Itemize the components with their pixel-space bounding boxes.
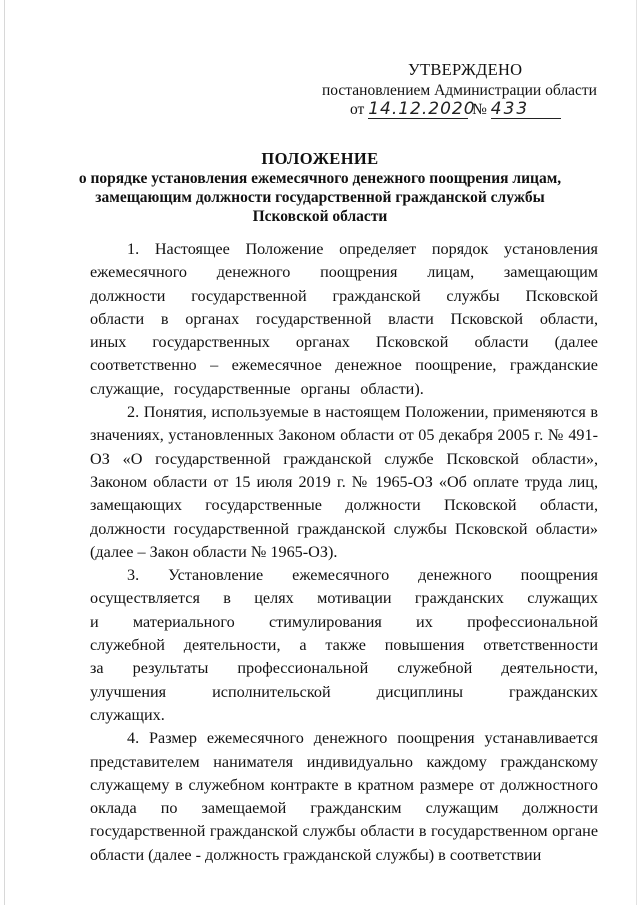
date-prefix: от	[350, 101, 365, 118]
title-line-4: Псковской области	[252, 208, 388, 225]
approval-issuer: постановлением Администрации области	[322, 82, 597, 99]
handwritten-number: 433	[491, 101, 561, 119]
title-line-1: ПОЛОЖЕНИЕ	[261, 149, 379, 168]
scan-edge-right	[636, 0, 637, 905]
handwritten-date: 14.12.2020	[368, 99, 476, 119]
title-line-3: замещающим должности государственной гражданской службы	[95, 189, 545, 206]
scan-edge-left	[4, 0, 5, 905]
approval-dateline	[350, 100, 561, 120]
approval-heading: УТВЕРЖДЕНО	[408, 60, 523, 79]
paragraph-3: 3. Установление ежемесячного денежного поощрения осуществляется в целях мотивации гражданских служащих и материального стимулирования их профессиональной служебной деятельности, а также повышения ответственности за результаты профессиональной служебной деятельности, улучшения исполнительской дисциплины гражданских служащих.	[90, 566, 598, 724]
paragraph-2: 2. Понятия, используемые в настоящем Положении, применяются в значениях, установленных Законом области от 05 декабря 2005 г. № 491-ОЗ «О государственной гражданской службе Псковской области», Законом области от 15 июля 2019 г. № 1965-ОЗ «Об оплате труда лиц, замещающих государственные должности Псковской области, должности государственной гражданской службы Псковской области» (далее – Закон области № 1965-ОЗ).	[90, 403, 598, 561]
number-sign: №	[472, 101, 487, 118]
document-title	[0, 149, 640, 226]
title-line-2: о порядке установления ежемесячного денежного поощрения лицам,	[78, 170, 562, 187]
paragraph-1: 1. Настоящее Положение определяет порядок установления ежемесячного денежного поощрения лицам, замещающим должности государственной гражданской службы Псковской области в органах государственной власти Псковской области, иных государственных органах Псковской области (далее соответственно – ежемесячное денежное поощрение, гражданские служащие, государственные органы области).	[90, 240, 598, 398]
document-body	[90, 238, 598, 867]
paragraph-4: 4. Размер ежемесячного денежного поощрения устанавливается представителем нанимателя индивидуально каждому гражданскому служащему в служебном контракте в кратном размере от должностного оклада по замещаемой гражданским служащим должности государственной гражданской службы области в государственном органе области (далее - должность гражданской службы) в соответствии	[90, 729, 598, 864]
